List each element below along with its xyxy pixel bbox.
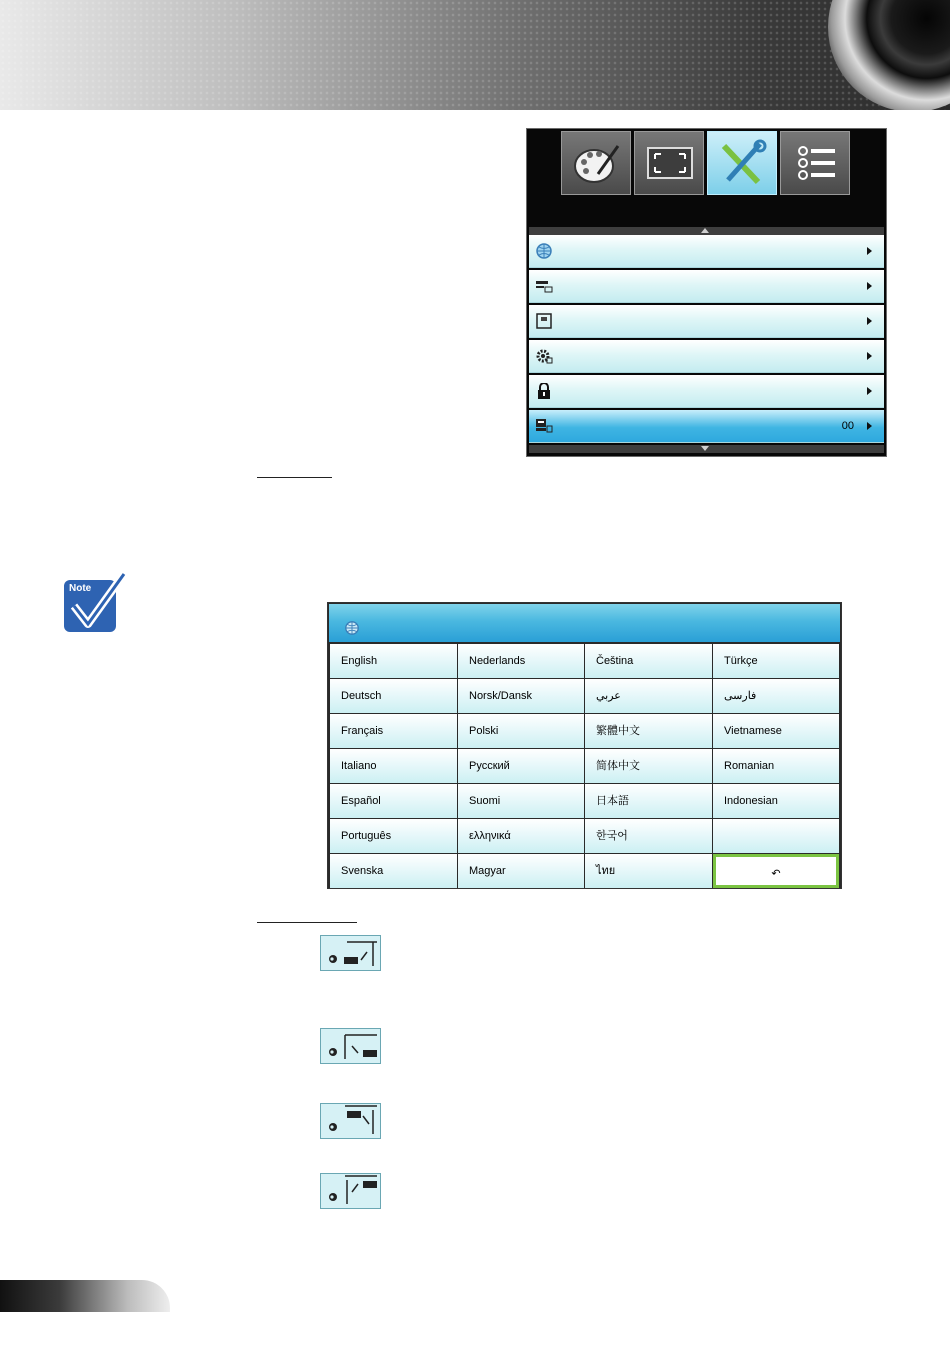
rear-ceiling-icon [320,1173,381,1209]
lang-option[interactable]: Magyar [458,854,584,888]
lang-option[interactable]: Polski [458,714,584,748]
projection-icon [535,278,553,294]
menu-location-icon [535,313,553,329]
menu-row-language[interactable] [529,235,884,268]
menu-row-signal[interactable] [529,340,884,373]
language-dialog-title [329,604,840,642]
section-underline [257,922,357,923]
screen-icon [645,138,695,188]
lang-option[interactable]: ελληνικά [458,819,584,853]
lang-option[interactable]: Indonesian [713,784,839,818]
language-dialog [327,602,842,889]
return-button[interactable]: ↶ [713,854,839,888]
lang-option[interactable]: Norsk/Dansk [458,679,584,713]
tab-options[interactable] [780,131,850,195]
menu-row-menu-location[interactable] [529,305,884,338]
lang-option[interactable]: فارسی [713,679,839,713]
lang-option[interactable]: Português [330,819,457,853]
lang-option[interactable]: Italiano [330,749,457,783]
front-desk-icon [320,935,381,971]
lang-option[interactable]: 日本語 [585,784,712,818]
palette-icon [572,138,622,188]
scroll-down-arrow[interactable] [529,445,884,453]
lang-option[interactable]: Français [330,714,457,748]
submenu-arrow-icon [867,247,872,255]
lang-option[interactable]: Svenska [330,854,457,888]
lang-option-empty [713,819,839,853]
submenu-arrow-icon [867,387,872,395]
checkmark-icon [68,570,128,632]
submenu-arrow-icon [867,317,872,325]
osd-setup-menu [526,128,887,457]
lang-option[interactable]: 繁體中文 [585,714,712,748]
lang-option[interactable]: Vietnamese [713,714,839,748]
projector-id-icon [535,418,553,434]
globe-icon [535,243,553,259]
lang-option[interactable]: ไทย [585,854,712,888]
submenu-arrow-icon [867,422,872,430]
lang-option[interactable]: Español [330,784,457,818]
scroll-up-arrow[interactable] [529,227,884,235]
lock-icon [535,383,553,399]
tab-image[interactable] [561,131,631,195]
submenu-arrow-icon [867,352,872,360]
lang-option[interactable]: Deutsch [330,679,457,713]
lang-option[interactable]: عربي [585,679,712,713]
lang-option[interactable]: 简体中文 [585,749,712,783]
lang-option[interactable]: Русский [458,749,584,783]
lang-option[interactable]: Suomi [458,784,584,818]
submenu-arrow-icon [867,282,872,290]
lang-option[interactable]: 한국어 [585,819,712,853]
projector-id-value: 00 [841,420,854,432]
menu-row-projector-id[interactable] [529,410,884,443]
header-pattern [0,0,950,110]
tools-icon [718,138,768,188]
note-icon: Note [64,580,116,632]
lang-option[interactable]: Čeština [585,644,712,678]
globe-icon [344,620,360,636]
footer-band [0,1280,170,1312]
lang-option[interactable]: English [330,644,457,678]
section-underline [257,477,332,478]
tab-setup[interactable] [707,131,777,195]
menu-row-security[interactable] [529,375,884,408]
lang-option[interactable]: Nederlands [458,644,584,678]
lang-option[interactable]: Romanian [713,749,839,783]
header-banner [0,0,950,110]
lang-option[interactable]: Türkçe [713,644,839,678]
gear-icon [535,348,553,364]
tab-display[interactable] [634,131,704,195]
rear-desk-icon [320,1028,381,1064]
list-icon [791,138,841,188]
menu-row-projection[interactable] [529,270,884,303]
front-ceiling-icon [320,1103,381,1139]
